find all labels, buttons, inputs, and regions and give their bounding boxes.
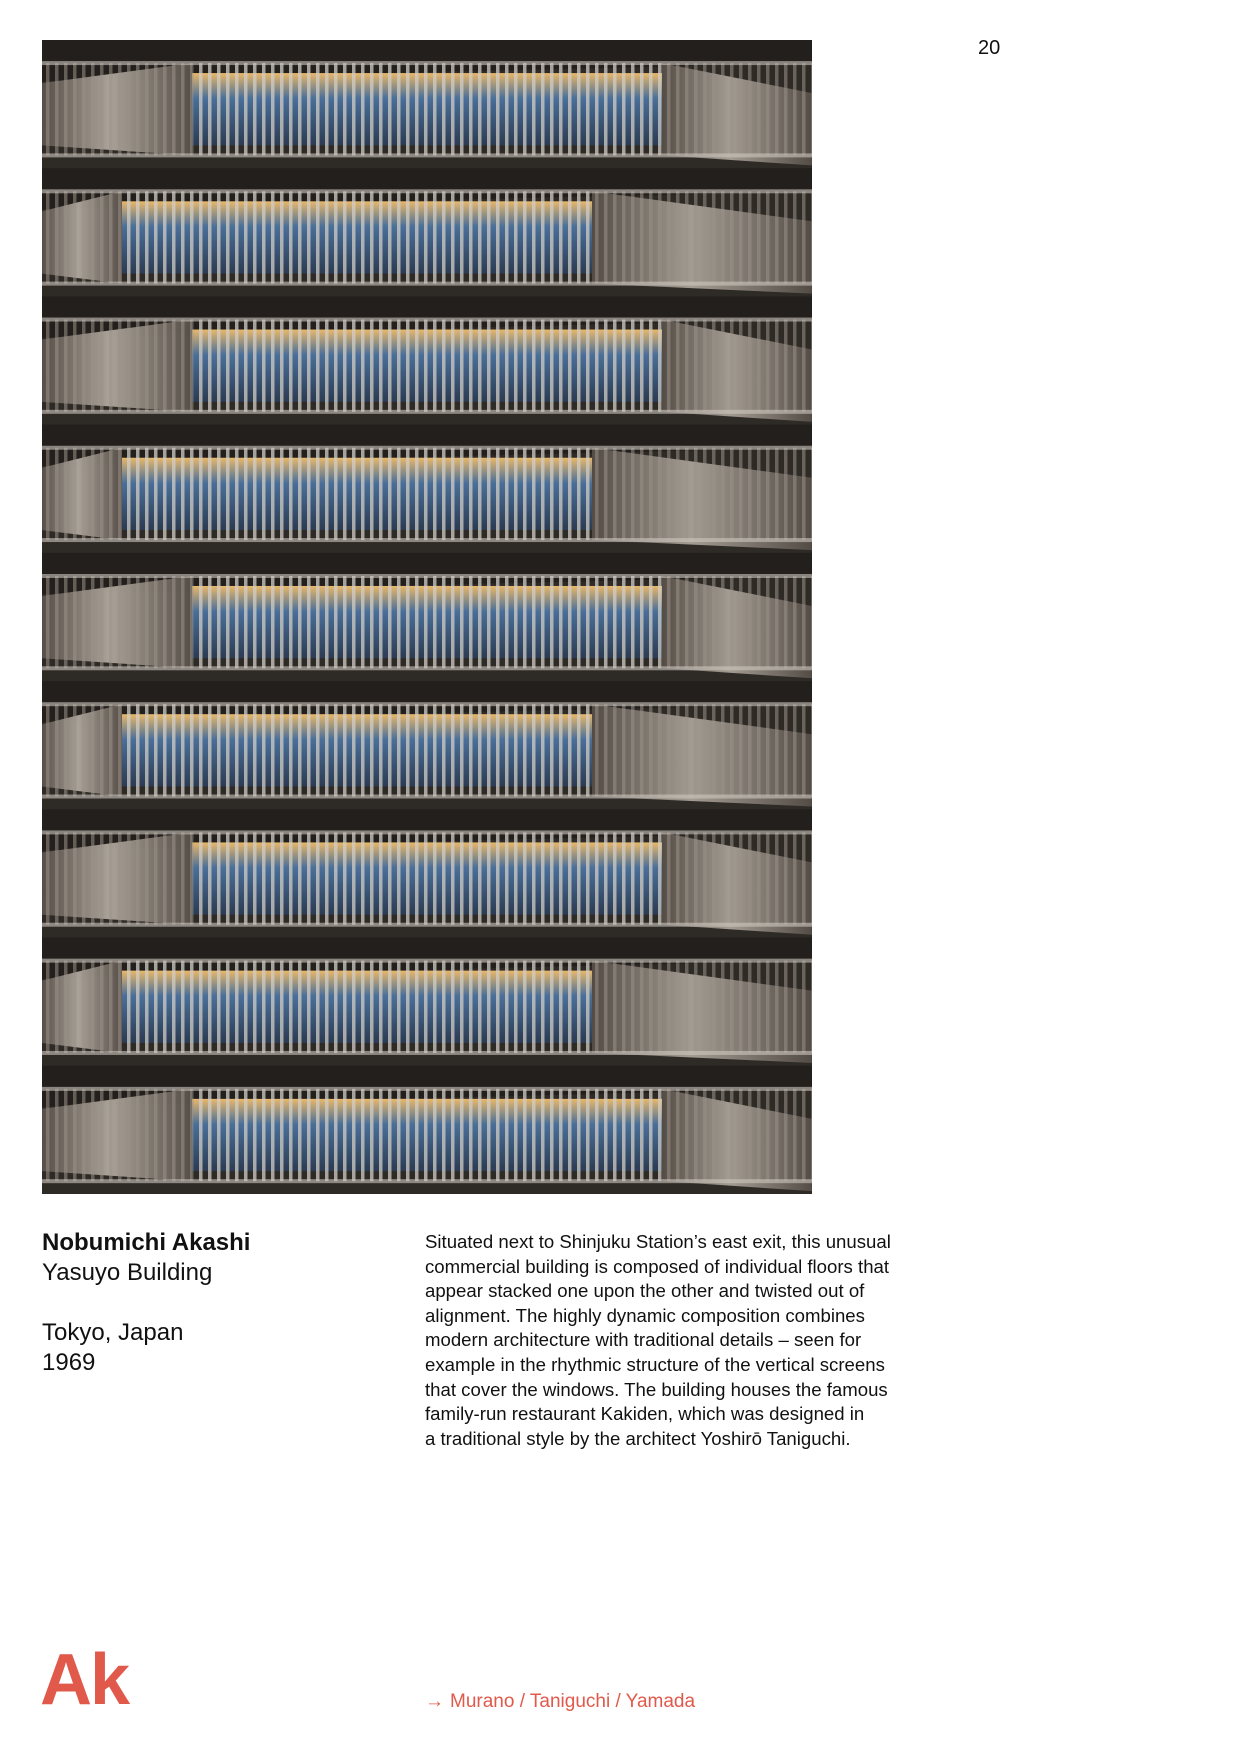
facade-floor: [42, 809, 812, 934]
building-location: Tokyo, Japan: [42, 1319, 184, 1346]
facade-floor: [42, 40, 812, 165]
facade-floor: [42, 938, 812, 1063]
facade-floor: [42, 168, 812, 293]
architect-monogram: Ak: [40, 1640, 129, 1720]
description-line: that cover the windows. The building houses the famous: [425, 1378, 888, 1400]
description-text: [425, 1230, 965, 1451]
description-line: example in the rhythmic structure of the vertical screens: [425, 1353, 885, 1375]
facade-floor: [42, 425, 812, 550]
building-facade-photo: [42, 40, 812, 1194]
facade-illustration: [42, 40, 812, 1194]
arrow-right-icon: →: [425, 1691, 444, 1712]
description-line: a traditional style by the architect Yoshirō Taniguchi.: [425, 1427, 851, 1449]
cross-reference-text: Murano / Taniguchi / Yamada: [450, 1691, 696, 1712]
caption-block: [42, 1228, 382, 1378]
facade-floor: [42, 681, 812, 806]
building-name: Yasuyo Building: [42, 1259, 213, 1286]
architect-name: Nobumichi Akashi: [42, 1229, 251, 1256]
page-number: 20: [978, 37, 1001, 59]
facade-floor: [42, 296, 812, 421]
facade-floor: [42, 553, 812, 678]
description-line: modern architecture with traditional details – seen for: [425, 1329, 862, 1351]
description-line: appear stacked one upon the other and twisted out of: [425, 1280, 865, 1302]
description-line: family-run restaurant Kakiden, which was designed in: [425, 1403, 865, 1425]
facade-floor: [42, 1066, 812, 1191]
description-line: alignment. The highly dynamic composition combines: [425, 1304, 865, 1326]
cross-reference-link[interactable]: [425, 1690, 695, 1714]
description-line: commercial building is composed of individual floors that: [425, 1255, 890, 1277]
building-year: 1969: [42, 1349, 96, 1376]
description-line: Situated next to Shinjuku Station’s east exit, this unusual: [425, 1231, 891, 1252]
